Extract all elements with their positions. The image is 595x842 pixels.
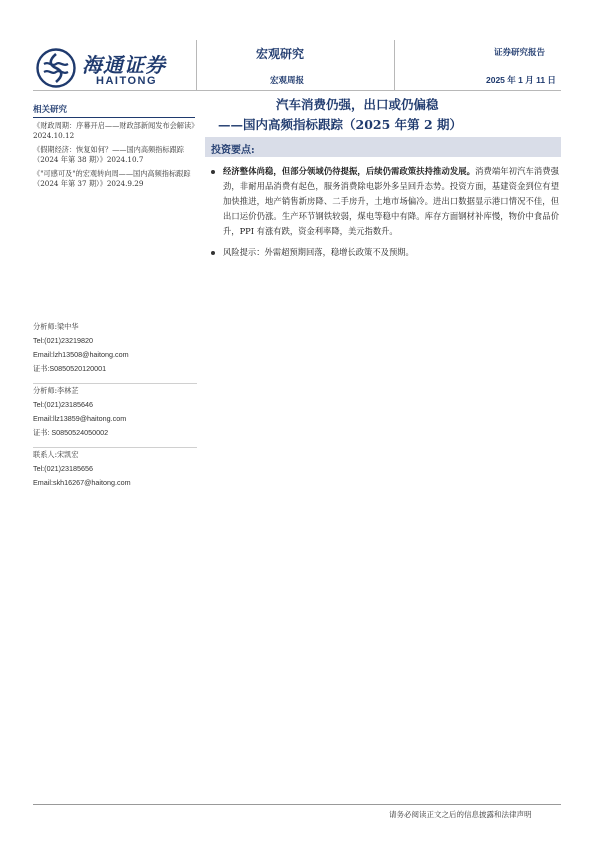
analyst-email[interactable]: Email:lzh13508@haitong.com [33, 350, 129, 359]
investment-point-body: 消费端年初汽车消费强劲，非耐用品消费有起色，服务消费除电影外多呈回升态势。投资方面，基建资金到位有望加快推进，地产销售新房降、二手房升，土地市场偏冷。进出口数据显示港口情况不佳，但出口运价仍涨。生产环节钢铁较弱，煤电等稳中有降。库存方面钢材补库慢，物价中食品价升，PPI 有涨有跌，资金利率降，美元指数升。 [223, 166, 559, 236]
report-subtitle: ——国内高频指标跟踪（2025 年第 2 期） [218, 117, 463, 132]
haitong-logo-icon [36, 48, 76, 88]
contact-email[interactable]: Email:skh16267@haitong.com [33, 478, 131, 487]
report-title: 汽车消费仍强，出口或仍偏稳 [276, 97, 439, 112]
contact-name: 联系人:宋凯宏 [33, 450, 79, 459]
related-research-item[interactable]: 《"可感可及"的宏观转向周——国内高频指标跟踪（2024 年第 37 期）》2024.9.29 [33, 169, 191, 188]
analyst-phone: Tel:(021)23185646 [33, 400, 93, 409]
header-divider-right [394, 40, 395, 90]
footer-disclaimer[interactable]: 请务必阅读正文之后的信息披露和法律声明 [389, 810, 532, 819]
contact-card [33, 448, 197, 497]
risk-warning [209, 245, 559, 260]
footer-rule [33, 804, 561, 805]
related-research-list [33, 121, 197, 193]
logo-chinese-name: 海通证券 [82, 53, 166, 77]
header-rule [33, 90, 561, 91]
report-category: 宏观研究 [256, 47, 305, 61]
company-logo [36, 48, 178, 92]
report-subtype: 宏观周报 [270, 76, 305, 86]
analyst-contacts [33, 320, 197, 497]
investment-points-heading: 投资要点: [211, 145, 255, 156]
analyst-certificate: 证书: S0850524050002 [33, 428, 109, 437]
header-divider-left [196, 40, 197, 90]
contact-phone: Tel:(021)23185656 [33, 464, 93, 473]
investment-point-lead: 经济整体尚稳，但部分领域仍待提振，后续仍需政策扶持推动发展。 [223, 166, 476, 176]
investment-point [209, 164, 559, 239]
analyst-certificate: 证书:S0850520120001 [33, 364, 107, 373]
logo-english-name: HAITONG [96, 75, 158, 87]
analyst-name: 分析师:梁中华 [33, 322, 79, 331]
related-research-item[interactable]: 《假期经济：恢复如何？——国内高频指标跟踪（2024 年第 38 期）》2024.10.7 [33, 145, 184, 164]
analyst-email[interactable]: Email:llz13859@haitong.com [33, 414, 127, 423]
investment-points-bar [205, 137, 561, 157]
analyst-name: 分析师:李林芷 [33, 386, 79, 395]
risk-warning-text: 风险提示：外需超预期回落，稳增长政策不及预期。 [223, 247, 414, 257]
related-research-rule [33, 117, 195, 118]
analyst-phone: Tel:(021)23219820 [33, 336, 93, 345]
analyst-card [33, 320, 197, 384]
investment-points-list [209, 164, 559, 266]
document-type: 证券研究报告 [494, 48, 546, 58]
report-date: 2025 年 1 月 11 日 [486, 75, 556, 85]
related-research-heading: 相关研究 [33, 105, 68, 115]
analyst-card [33, 384, 197, 448]
related-research-item[interactable]: 《财政周期：序幕开启——财政部新闻发布会解读》2024.10.12 [33, 121, 195, 140]
